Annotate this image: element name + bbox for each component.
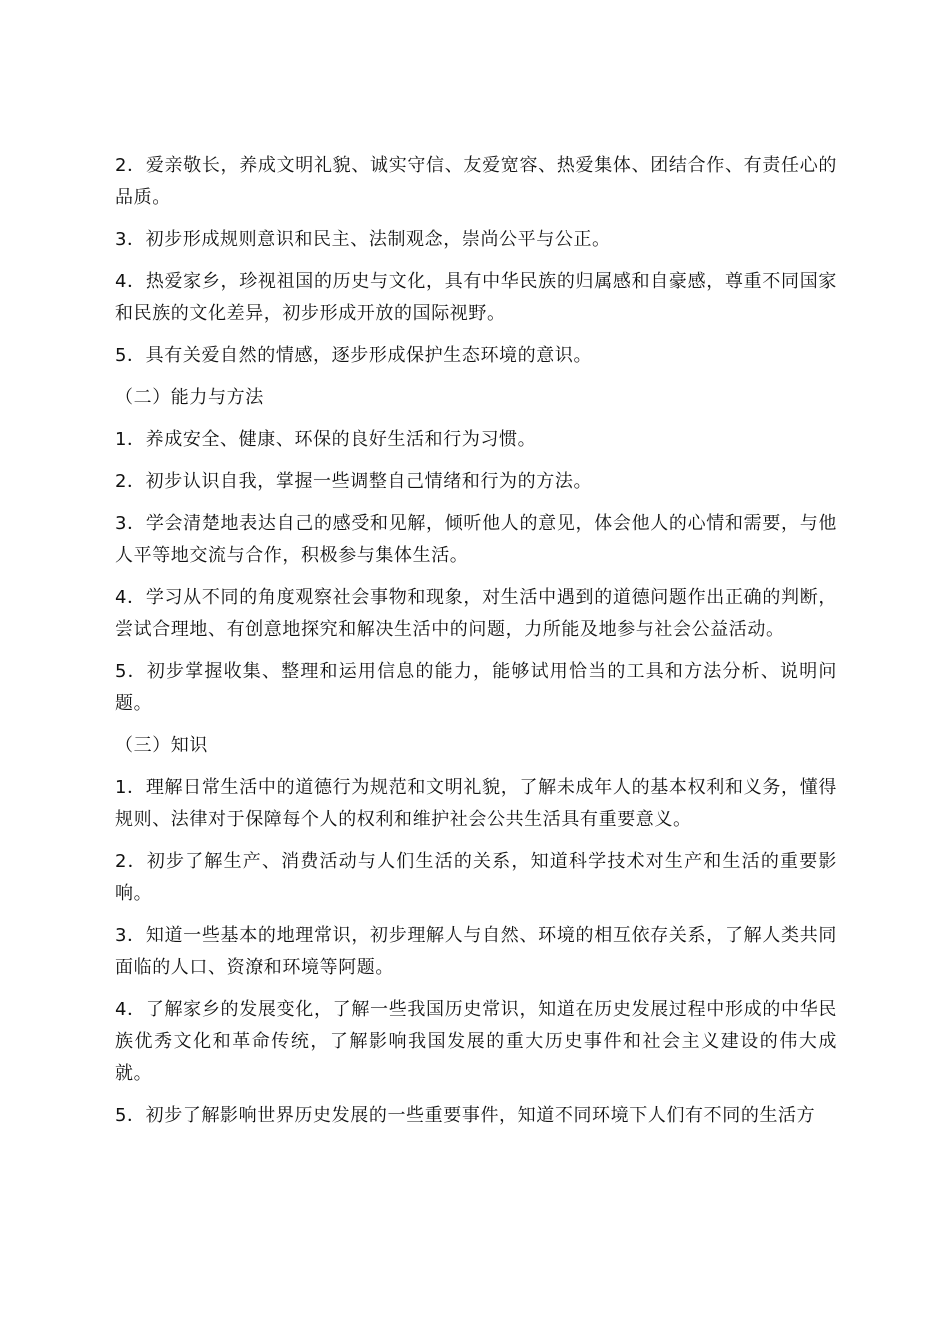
paragraph-knowledge-5: 5．初步了解影响世界历史发展的一些重要事件，知道不同环境下人们有不同的生活方 <box>115 1105 816 1126</box>
paragraph-ability-2: 2．初步认识自我，掌握一些调整自己情绪和行为的方法。 <box>115 471 593 492</box>
document-body <box>115 150 837 1142</box>
paragraph-ability-4: 4．学习从不同的角度观察社会事物和现象，对生活中遇到的道德问题作出正确的判断，尝试合理地、有创意地探究和解决生活中的问题，力所能及地参与社会公益活动。 <box>115 587 837 640</box>
paragraph-knowledge-1: 1．理解日常生活中的道德行为规范和文明礼貌，了解未成年人的基本权利和义务，懂得规则、法律对于保障每个人的权利和维护社会公共生活具有重要意义。 <box>115 777 837 830</box>
paragraph-knowledge-2: 2．初步了解生产、消费活动与人们生活的关系，知道科学技术对生产和生活的重要影响。 <box>115 851 837 904</box>
section-heading-knowledge: （三）知识 <box>115 735 208 756</box>
section-heading-ability-method: （二）能力与方法 <box>115 387 264 408</box>
paragraph-knowledge-3: 3．知道一些基本的地理常识，初步理解人与自然、环境的相互依存关系，了解人类共同面临的人口、资潦和环境等阿题。 <box>115 925 837 978</box>
paragraph-values-3: 3．初步形成规则意识和民主、法制观念，崇尚公平与公正。 <box>115 229 611 250</box>
paragraph-values-5: 5．具有关爱自然的情感，逐步形成保护生态环境的意识。 <box>115 345 593 366</box>
paragraph-knowledge-4: 4．了解家乡的发展变化，了解一些我国历史常识，知道在历史发展过程中形成的中华民族优秀文化和革命传统，了解影响我国发展的重大历史事件和社会主义建设的伟大成就。 <box>115 999 837 1084</box>
paragraph-ability-3: 3．学会清楚地表达自己的感受和见解，倾听他人的意见，体会他人的心情和需要，与他人平等地交流与合作，积极参与集体生活。 <box>115 513 837 566</box>
paragraph-ability-1: 1．养成安全、健康、环保的良好生活和行为习惯。 <box>115 429 537 450</box>
paragraph-values-4: 4．热爱家乡，珍视祖国的历史与文化，具有中华民族的归属感和自豪感，尊重不同国家和民族的文化差异，初步形成开放的国际视野。 <box>115 271 837 324</box>
paragraph-values-2: 2．爱亲敬长，养成文明礼貌、诚实守信、友爱宽容、热爱集体、团结合作、有责任心的品质。 <box>115 155 837 208</box>
paragraph-ability-5: 5．初步掌握收集、整理和运用信息的能力，能够试用恰当的工具和方法分析、说明问题。 <box>115 661 837 714</box>
